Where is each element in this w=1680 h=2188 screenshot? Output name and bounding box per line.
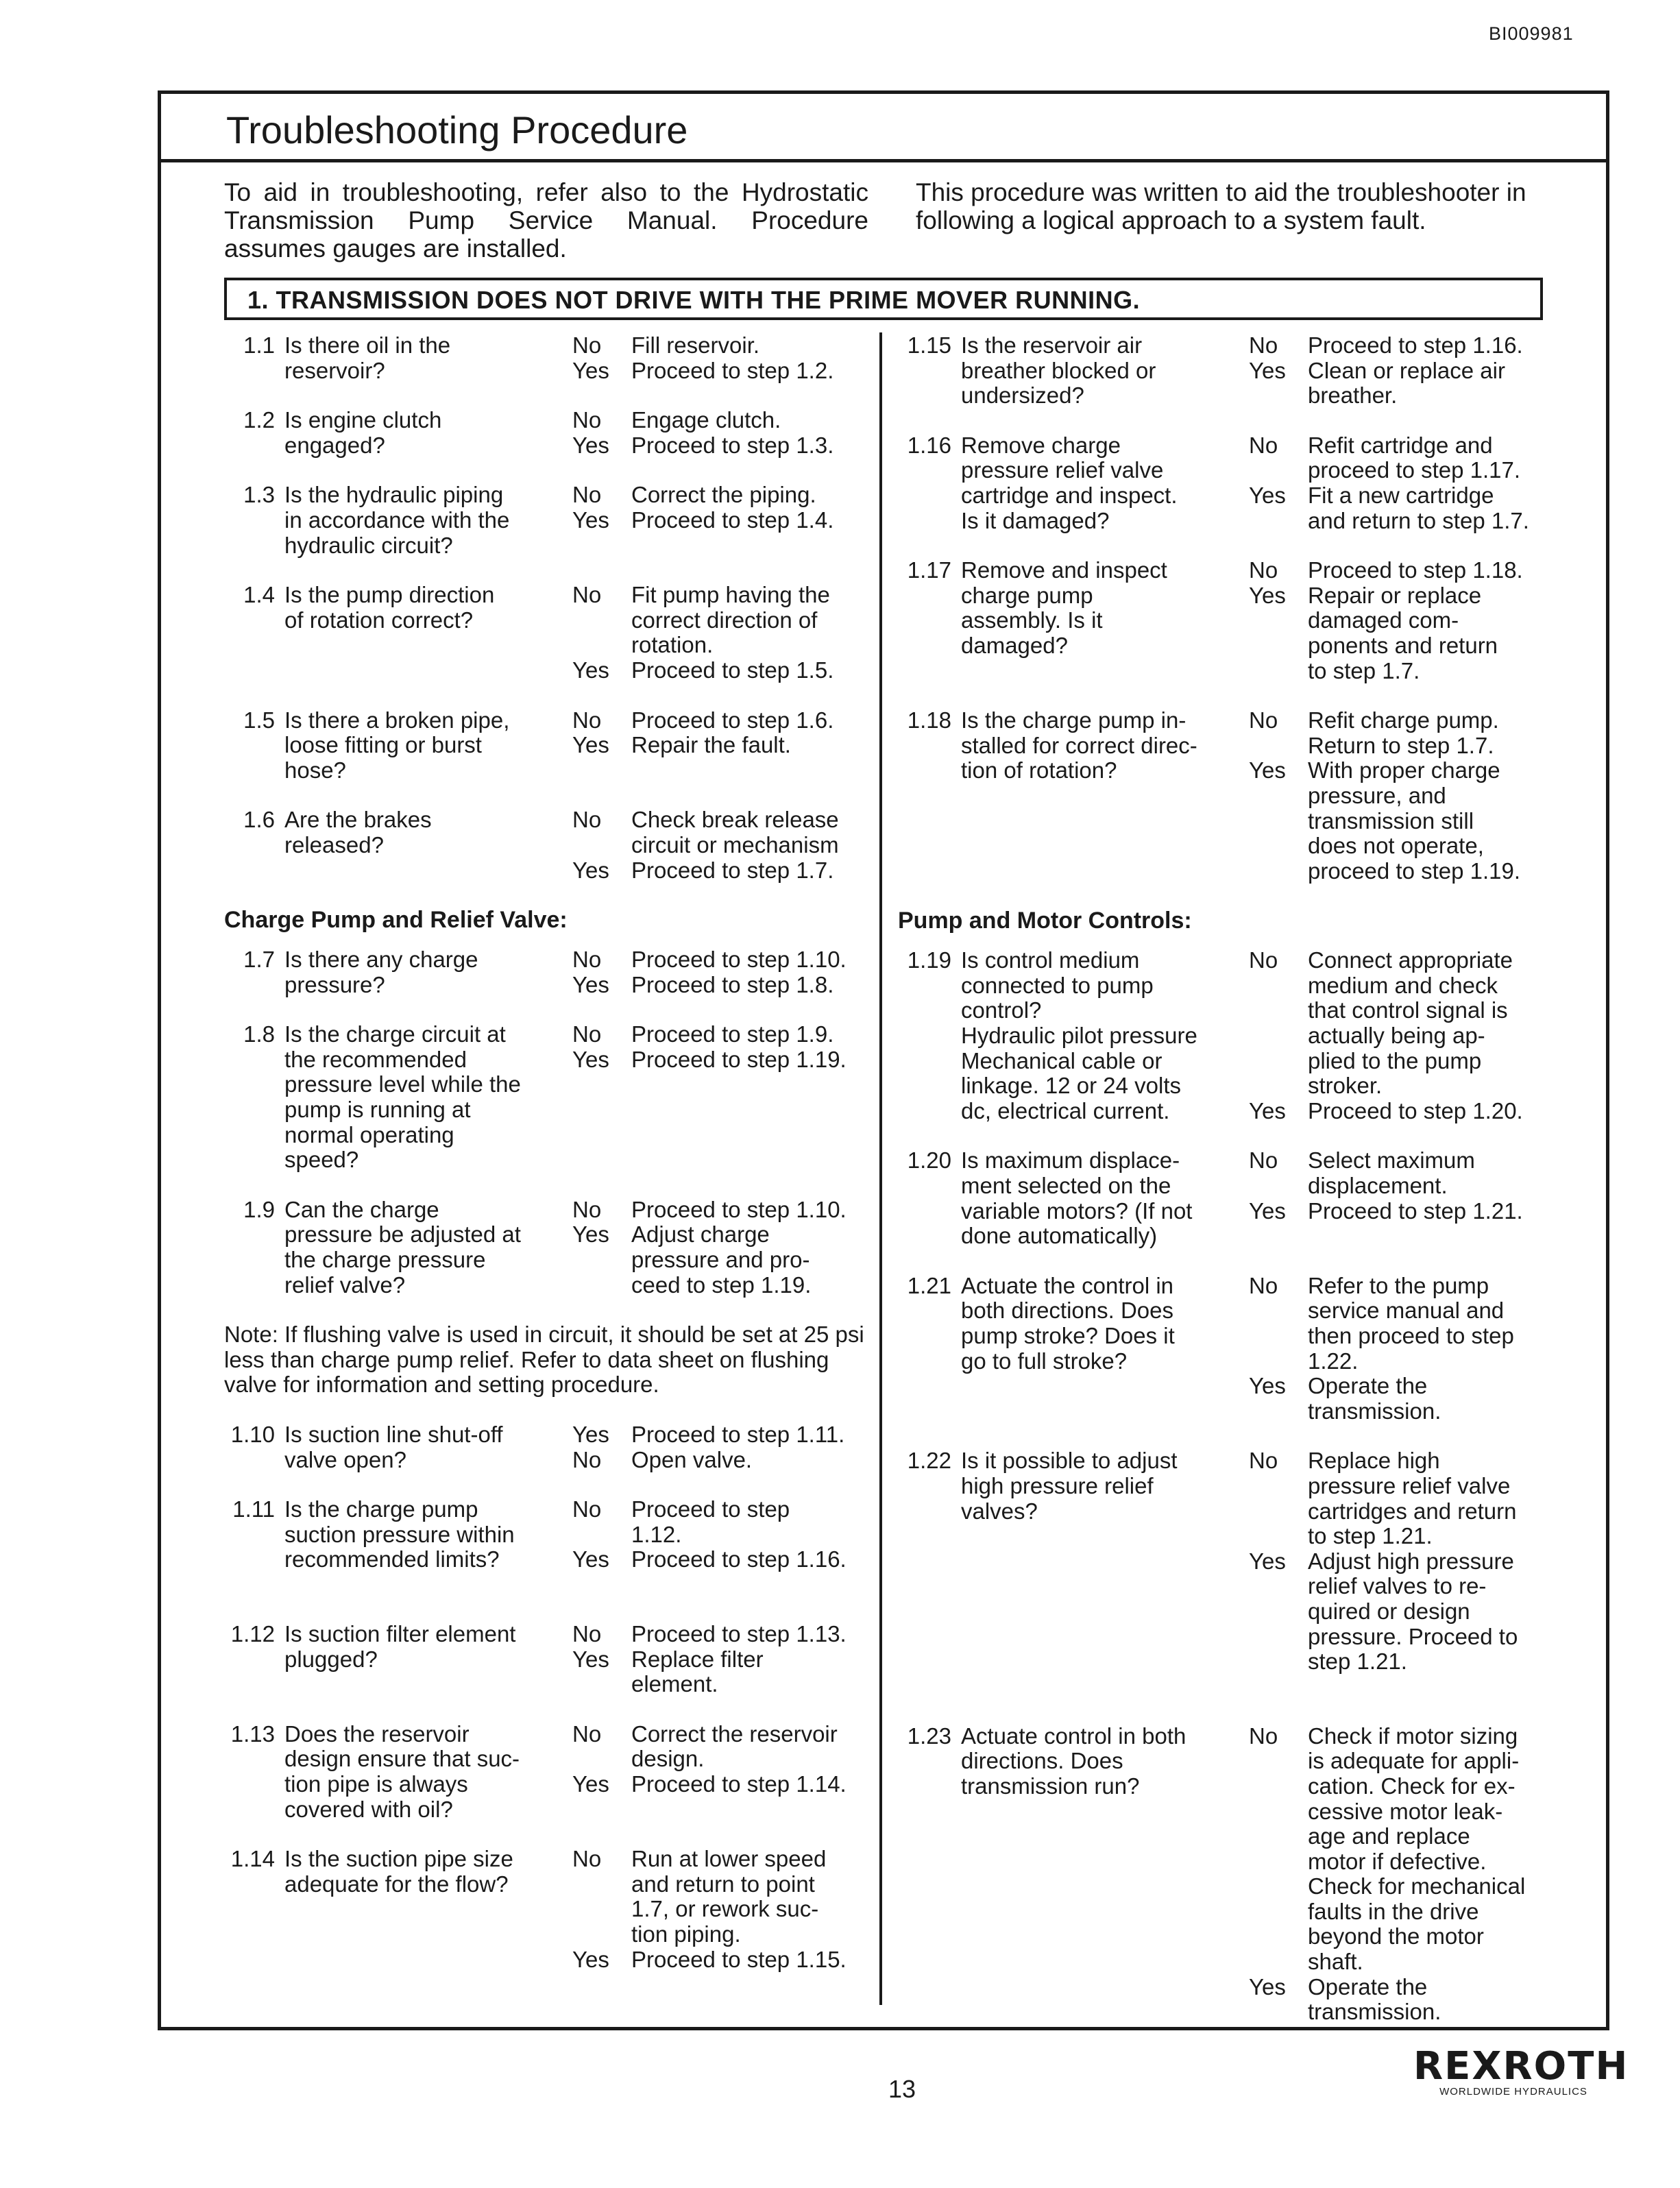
answer-yes: [572, 1547, 868, 1572]
step-question: Is there any charge pressure?: [284, 947, 478, 997]
answer-no: [1249, 1274, 1556, 1374]
answer-label: Yes: [1249, 1097, 1286, 1123]
answer-label: Yes: [1249, 1973, 1286, 1999]
step-question: Are the brakes released?: [284, 807, 432, 858]
answer-label: Yes: [1249, 1198, 1286, 1224]
step-answers: [572, 947, 868, 997]
step-number: 1.20: [907, 1147, 951, 1174]
answer-label: No: [572, 332, 602, 358]
rexroth-logo: [1413, 2044, 1629, 2099]
step-answers: [572, 708, 868, 783]
answer-action: Repair or replace damaged com- ponents and return to step 1.7.: [1308, 582, 1498, 683]
answer-label: Yes: [572, 1946, 609, 1972]
step-question: Is there a broken pipe, loose fitting or burst hose?: [284, 707, 510, 783]
answer-action: Proceed to step 1.9.: [631, 1021, 834, 1047]
step-1-10: [224, 1422, 868, 1472]
answer-no: [1249, 433, 1556, 483]
answer-yes: [572, 658, 868, 683]
answer-action: Adjust charge pressure and pro- ceed to step 1.19.: [631, 1221, 812, 1298]
answer-action: Proceed to step 1.8.: [631, 971, 834, 997]
heading-controls: Pump and Motor Controls:: [898, 908, 1192, 934]
answer-no: [572, 483, 868, 508]
step-answers: [1249, 1724, 1556, 2025]
answer-label: No: [572, 407, 602, 433]
answer-action: Correct the reservoir design.: [631, 1721, 838, 1772]
answer-action: Proceed to step 1.13.: [631, 1620, 847, 1646]
step-number: 1.7: [243, 947, 275, 973]
step-answers: [572, 583, 868, 683]
step-number: 1.17: [907, 557, 951, 583]
answer-action: Proceed to step 1.12.: [631, 1496, 790, 1547]
answer-no: [1249, 708, 1556, 758]
steps-group-charge: [224, 947, 868, 1298]
answer-action: Refit cartridge and proceed to step 1.17.: [1308, 432, 1521, 483]
answer-label: No: [572, 1496, 602, 1522]
answer-label: No: [572, 1446, 602, 1472]
answer-no: [1249, 1724, 1556, 1975]
step-number: 1.23: [907, 1723, 951, 1749]
answer-yes: [1249, 1099, 1556, 1124]
answer-no: [572, 1722, 868, 1772]
answer-label: No: [1249, 557, 1278, 583]
answer-yes: [1249, 758, 1556, 884]
answer-label: Yes: [1249, 357, 1286, 383]
answer-label: No: [572, 947, 602, 973]
answer-action: Replace filter element.: [631, 1646, 764, 1697]
answer-action: Proceed to step 1.4.: [631, 507, 834, 533]
answer-yes: [572, 858, 868, 884]
step-1-15: [898, 333, 1556, 409]
answer-yes: [1249, 1549, 1556, 1675]
answer-label: No: [1249, 1448, 1278, 1474]
answer-no: [572, 1497, 868, 1547]
step-1-20: [898, 1148, 1556, 1248]
answer-yes: [572, 1772, 868, 1797]
document-id: BI009981: [1489, 23, 1574, 44]
step-question: Is the pump direction of rotation correct?: [284, 582, 495, 633]
step-number: 1.2: [243, 407, 275, 433]
answer-label: No: [1249, 432, 1278, 458]
step-number: 1.13: [230, 1721, 275, 1747]
answer-label: Yes: [1249, 582, 1286, 608]
step-answers: [572, 1722, 868, 1822]
answer-label: Yes: [572, 507, 609, 533]
answer-no: [572, 807, 868, 858]
answer-action: Proceed to step 1.10.: [631, 947, 847, 973]
step-1-1: [224, 333, 868, 383]
answer-action: Proceed to step 1.5.: [631, 657, 834, 683]
answer-no: [572, 1022, 868, 1047]
step-1-13: [224, 1722, 868, 1822]
answer-yes: [572, 733, 868, 758]
step-1-8: [224, 1022, 868, 1173]
brand-name: REXROTH: [1413, 2044, 1629, 2089]
answer-no: [1249, 558, 1556, 583]
answer-action: Adjust high pressure relief valves to re- quired or design pressure. Proceed to step 1.21.: [1308, 1548, 1518, 1675]
answer-yes: [572, 1047, 868, 1073]
title-bar: [161, 94, 1606, 162]
answer-label: No: [572, 582, 602, 608]
step-question: Can the charge pressure be adjusted at the charge pressure relief valve?: [284, 1196, 521, 1298]
step-answers: [572, 333, 868, 383]
step-answers: [572, 1622, 868, 1697]
step-question: Is the suction pipe size adequate for the flow?: [284, 1846, 513, 1897]
step-number: 1.12: [230, 1620, 275, 1646]
step-number: 1.6: [243, 807, 275, 833]
step-1-14: [224, 1847, 868, 1972]
answer-action: Check if motor sizing is adequate for appli- cation. Check for ex- cessive motor leak- age and replace motor if defective. Check for mechanical faults in the drive beyond the motor shaft.: [1308, 1723, 1526, 1975]
answer-no: [572, 1448, 868, 1473]
step-number: 1.18: [907, 707, 951, 733]
answer-no: [1249, 1448, 1556, 1548]
answer-action: Replace high pressure relief valve cartridges and return to step 1.21.: [1308, 1448, 1517, 1549]
answer-label: Yes: [572, 971, 609, 997]
answer-action: Select maximum displacement.: [1308, 1147, 1475, 1199]
step-question: Does the reservoir design ensure that suc- tion pipe is always covered with oil?: [284, 1721, 520, 1822]
steps-group-suction: [224, 1422, 868, 1972]
step-answers: [572, 483, 868, 558]
answer-action: Proceed to step 1.6.: [631, 707, 834, 733]
step-number: 1.14: [230, 1846, 275, 1872]
answer-label: Yes: [572, 432, 609, 458]
step-1-19: [898, 948, 1556, 1123]
left-column: [224, 333, 868, 1972]
page-number: 13: [888, 2075, 916, 2103]
answer-no: [572, 583, 868, 658]
step-number: 1.16: [907, 432, 951, 458]
answer-label: Yes: [572, 1046, 609, 1072]
answer-action: Proceed to step 1.21.: [1308, 1198, 1523, 1224]
step-question: Is engine clutch engaged?: [284, 407, 442, 458]
step-question: Is the charge circuit at the recommended pressure level while the pump is running at normal operating speed?: [284, 1021, 521, 1173]
answer-action: Clean or replace air breather.: [1308, 357, 1505, 409]
step-question: Is suction filter element plugged?: [284, 1620, 516, 1672]
step-answers: [1249, 1148, 1556, 1248]
answer-action: Proceed to step 1.16.: [631, 1546, 847, 1572]
answer-label: No: [1249, 1723, 1278, 1749]
answer-yes: [1249, 483, 1556, 533]
step-1-21: [898, 1274, 1556, 1424]
answer-action: With proper charge pressure, and transmission still does not operate, proceed to step 1.19.: [1308, 757, 1521, 884]
answer-label: No: [572, 1196, 602, 1222]
answer-label: Yes: [1249, 757, 1286, 783]
step-number: 1.9: [243, 1196, 275, 1222]
step-1-7: [224, 947, 868, 997]
answer-label: No: [572, 1721, 602, 1747]
intro-left: To aid in troubleshooting, refer also to the Hydrostatic Transmission Pump Service Manual. Procedure assumes gauges are installed.: [224, 178, 868, 263]
answer-label: Yes: [572, 357, 609, 383]
answer-label: No: [1249, 1147, 1278, 1174]
step-number: 1.1: [243, 332, 275, 358]
answer-action: Repair the fault.: [631, 732, 791, 758]
step-answers: [572, 1022, 868, 1173]
step-answers: [572, 1422, 868, 1472]
answer-action: Correct the piping.: [631, 482, 816, 508]
step-1-5: [224, 708, 868, 783]
answer-action: Proceed to step 1.2.: [631, 357, 834, 383]
step-number: 1.3: [243, 482, 275, 508]
answer-label: No: [1249, 332, 1278, 358]
step-answers: [572, 1198, 868, 1298]
answer-yes: [1249, 1374, 1556, 1424]
step-question: Is maximum displace- ment selected on the variable motors? (If not done automatically): [961, 1147, 1193, 1249]
step-question: Is there oil in the reservoir?: [284, 332, 451, 383]
answer-action: Proceed to step 1.16.: [1308, 332, 1523, 358]
answer-action: Proceed to step 1.10.: [631, 1196, 847, 1222]
section-title: 1. TRANSMISSION DOES NOT DRIVE WITH THE PRIME MOVER RUNNING.: [247, 286, 1141, 314]
answer-label: No: [572, 1620, 602, 1646]
answer-label: Yes: [1249, 1548, 1286, 1574]
step-answers: [1249, 948, 1556, 1123]
answer-label: No: [572, 807, 602, 833]
answer-label: Yes: [572, 1771, 609, 1797]
answer-no: [572, 1847, 868, 1947]
answer-yes: [572, 1647, 868, 1697]
step-number: 1.8: [243, 1021, 275, 1047]
step-1-6: [224, 807, 868, 883]
answer-yes: [572, 1222, 868, 1298]
page-title: Troubleshooting Procedure: [226, 108, 688, 151]
answer-label: No: [572, 707, 602, 733]
answer-action: Proceed to step 1.7.: [631, 857, 834, 883]
answer-action: Connect appropriate medium and check that control signal is actually being ap- plied to the pump stroker.: [1308, 947, 1513, 1099]
answer-action: Refer to the pump service manual and then proceed to step 1.22.: [1308, 1272, 1514, 1374]
answer-action: Proceed to step 1.20.: [1308, 1097, 1523, 1123]
answer-action: Proceed to step 1.14.: [631, 1771, 847, 1797]
answer-label: Yes: [572, 857, 609, 883]
brand-tagline: WORLDWIDE HYDRAULICS: [1439, 2086, 1587, 2098]
column-divider: [879, 332, 882, 2005]
steps-group-charge-pump: [898, 333, 1556, 884]
step-question: Is the hydraulic piping in accordance with the hydraulic circuit?: [284, 482, 510, 558]
step-number: 1.5: [243, 707, 275, 733]
step-1-17: [898, 558, 1556, 683]
answer-label: Yes: [1249, 482, 1286, 508]
intro-right: This procedure was written to aid the troubleshooter in following a logical approach to a system fault.: [916, 178, 1526, 234]
answer-no: [572, 408, 868, 433]
step-answers: [572, 807, 868, 883]
answer-no: [572, 1622, 868, 1647]
answer-action: Proceed to step 1.15.: [631, 1946, 847, 1972]
answer-label: Yes: [572, 1221, 609, 1248]
step-question: Is control medium connected to pump control? Hydraulic pilot pressure Mechanical cable or linkage. 12 or 24 volts dc, electrical current.: [961, 947, 1197, 1123]
step-answers: [1249, 433, 1556, 533]
answer-yes: [572, 433, 868, 459]
answer-label: No: [572, 1021, 602, 1047]
answer-yes: [572, 1947, 868, 1973]
step-1-2: [224, 408, 868, 458]
step-answers: [1249, 1448, 1556, 1674]
answer-action: Proceed to step 1.19.: [631, 1046, 847, 1072]
step-1-9: [224, 1198, 868, 1298]
step-1-23: [898, 1724, 1556, 2025]
answer-action: Proceed to step 1.18.: [1308, 557, 1523, 583]
answer-label: No: [1249, 947, 1278, 973]
step-number: 1.15: [907, 332, 951, 358]
answer-no: [1249, 948, 1556, 1099]
step-answers: [1249, 1274, 1556, 1424]
answer-label: No: [1249, 1272, 1278, 1298]
step-number: 1.22: [907, 1448, 951, 1474]
step-answers: [572, 408, 868, 458]
answer-label: No: [572, 1846, 602, 1872]
flushing-valve-note: Note: If flushing valve is used in circuit, it should be set at 25 psi less than charge pump relief. Refer to data sheet on flushing valve for information and setting procedure.: [224, 1322, 864, 1398]
answer-action: Run at lower speed and return to point 1.7, or rework suc- tion piping.: [631, 1846, 827, 1947]
step-1-18: [898, 708, 1556, 884]
step-number: 1.10: [230, 1422, 275, 1447]
step-number: 1.11: [232, 1496, 275, 1522]
answer-yes: [1249, 1199, 1556, 1224]
answer-label: Yes: [572, 1646, 609, 1672]
answer-action: Operate the transmission.: [1308, 1373, 1441, 1424]
step-1-11: [224, 1497, 868, 1572]
answer-label: Yes: [572, 1422, 609, 1447]
answer-action: Fill reservoir.: [631, 332, 760, 358]
step-question: Actuate control in both directions. Does transmission run?: [961, 1723, 1186, 1799]
answer-no: [572, 947, 868, 973]
answer-label: Yes: [572, 1546, 609, 1572]
step-1-16: [898, 433, 1556, 533]
step-question: Is the charge pump in- stalled for correct direc- tion of rotation?: [961, 707, 1197, 783]
step-question: Is suction line shut-off valve open?: [284, 1422, 503, 1472]
steps-group-controls: [898, 948, 1556, 2025]
step-question: Is the charge pump suction pressure within recommended limits?: [284, 1496, 515, 1572]
answer-action: Proceed to step 1.3.: [631, 432, 834, 458]
answer-yes: [572, 973, 868, 998]
answer-action: Operate the transmission.: [1308, 1973, 1441, 2025]
step-answers: [1249, 558, 1556, 683]
steps-group-basic: [224, 333, 868, 883]
answer-yes: [1249, 1975, 1556, 2025]
section-header: [224, 278, 1543, 320]
answer-action: Refit charge pump. Return to step 1.7.: [1308, 707, 1499, 758]
step-number: 1.19: [907, 947, 951, 973]
step-1-22: [898, 1448, 1556, 1674]
answer-yes: [1249, 583, 1556, 683]
step-question: Actuate the control in both directions. Does pump stroke? Does it go to full stroke?: [961, 1272, 1175, 1374]
step-question: Remove and inspect charge pump assembly. Is it damaged?: [961, 557, 1167, 658]
answer-action: Fit a new cartridge and return to step 1.7.: [1308, 482, 1529, 533]
answer-action: Proceed to step 1.11.: [631, 1422, 845, 1447]
answer-no: [572, 1198, 868, 1223]
answer-no: [572, 333, 868, 358]
answer-yes: [572, 1422, 868, 1448]
answer-action: Fit pump having the correct direction of rotation.: [631, 582, 830, 658]
step-answers: [1249, 333, 1556, 409]
step-number: 1.21: [907, 1272, 951, 1298]
step-1-12: [224, 1622, 868, 1697]
answer-label: Yes: [572, 657, 609, 683]
step-question: Remove charge pressure relief valve cartridge and inspect. Is it damaged?: [961, 432, 1178, 533]
step-number: 1.4: [243, 582, 275, 608]
step-question: Is it possible to adjust high pressure relief valves?: [961, 1448, 1178, 1524]
step-answers: [572, 1847, 868, 1972]
answer-label: No: [572, 482, 602, 508]
step-1-3: [224, 483, 868, 558]
answer-label: Yes: [1249, 1373, 1286, 1399]
answer-yes: [572, 508, 868, 533]
step-answers: [572, 1497, 868, 1572]
step-question: Is the reservoir air breather blocked or undersized?: [961, 332, 1156, 409]
answer-label: Yes: [572, 732, 609, 758]
answer-label: No: [1249, 707, 1278, 733]
answer-action: Engage clutch.: [631, 407, 781, 433]
answer-no: [572, 708, 868, 733]
answer-yes: [572, 358, 868, 384]
answer-action: Check break release circuit or mechanism: [631, 807, 839, 858]
step-answers: [1249, 708, 1556, 884]
heading-charge-pump: Charge Pump and Relief Valve:: [224, 907, 568, 934]
right-column: [898, 333, 1556, 2025]
answer-action: Open valve.: [631, 1446, 753, 1472]
step-1-4: [224, 583, 868, 683]
answer-yes: [1249, 358, 1556, 409]
answer-no: [1249, 333, 1556, 358]
answer-no: [1249, 1148, 1556, 1198]
